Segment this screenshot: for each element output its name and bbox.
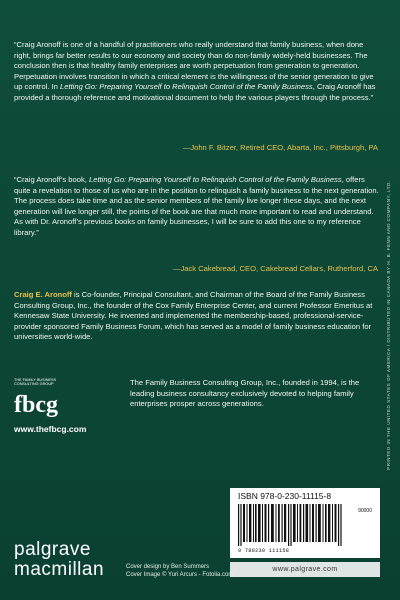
quote-1-book-title: Letting Go: Preparing Yourself to Relinquish Control of the Family Business: [60, 82, 313, 92]
svg-text:fbcg: fbcg: [14, 392, 58, 418]
fbcg-logo: [14, 378, 74, 418]
fbcg-description: The Family Business Consulting Group, Inc., founded in 1994, is the leading business consultancy exclusively devoted to helping family enterprises prosper across generations.: [130, 378, 360, 409]
cover-credits: [126, 563, 233, 579]
fbcg-logo-small-text: THE FAMILY BUSINESS CONSULTING GROUP: [14, 378, 57, 387]
quote-2-text-b: , offers quite a revelation to those of us who are in the position to relinquish a family business to the next generation. The process does take time and as the senior members of the family live longer these days, and the next generation will live longer still, the points of the book are that much more important to read and understand. As with Dr. Aronoff’s previous books on family businesses, I will be sure to add this one to my reference library.”: [14, 175, 379, 237]
testimonial-quote-1: [14, 40, 380, 104]
publisher-logo-line-1: palgrave: [14, 539, 91, 560]
publisher-logo: [14, 540, 104, 580]
barcode-icon: [238, 504, 348, 546]
cover-design-credit: Cover design by Ben Summers: [126, 564, 210, 570]
quote-1-text-a: “Craig Aronoff is one of a handful of practitioners who really understand that family business, when done right, brings far better results to our economy and society than do non-family widely-held businesses. The conclusion then is that healthy family enterprises are worth perpetuation from generation to generation. Perpetuation involves transition in which a critical element is the willingness of the senior generation to give up control. In: [14, 40, 374, 92]
publisher-logo-line-2: macmillan: [14, 559, 105, 580]
cover-image-credit: Cover Image © Yuri Arcurs - Fotolia.com: [126, 572, 234, 578]
fbcg-logo-mark: [14, 388, 74, 418]
author-name: Craig E. Aronoff: [14, 290, 72, 299]
quote-2-text-a: “Craig Aronoff’s book,: [14, 175, 89, 184]
price-code: 90000: [358, 508, 372, 514]
barcode-digits: 9 780230 111158: [238, 548, 290, 554]
publisher-website[interactable]: www.palgrave.com: [230, 562, 380, 577]
quote-2-book-title: Letting Go: Preparing Yourself to Relinquish Control of the Family Business: [89, 175, 342, 184]
isbn-barcode: [230, 488, 380, 558]
isbn-number: ISBN 978-0-230-11115-8: [238, 491, 332, 501]
testimonial-quote-2: [14, 175, 380, 239]
quote-2-attribution: —Jack Cakebread, CEO, Cakebread Cellars, Rutherford, CA: [172, 264, 378, 273]
quote-1-text-b: , Craig Aronoff has provided a thorough reference and motivational document to help the various players through the process.”: [14, 82, 376, 102]
author-bio-text: is Co-founder, Principal Consultant, and Chairman of the Board of the Family Business Consulting Group, Inc., the founder of the Cox Family Enterprise Center, and current Professor Emeritus at Kennesaw State University. He invented and implemented the membership-based, professional-service-provider sponsored Family Business Forum, which has served as a model of family business education for universities world-wide.: [14, 290, 373, 342]
quote-1-attribution: —John F. Bitzer, Retired CEO, Abarta, Inc., Pittsburgh, PA: [182, 143, 378, 152]
fbcg-website-link[interactable]: www.thefbcg.com: [14, 424, 87, 434]
author-bio: [14, 290, 380, 343]
printing-note: PRINTED IN THE UNITED STATES OF AMERICA / DISTRIBUTED IN CANADA BY H. B. FENN AND COMPANY, LTD.: [386, 180, 391, 470]
